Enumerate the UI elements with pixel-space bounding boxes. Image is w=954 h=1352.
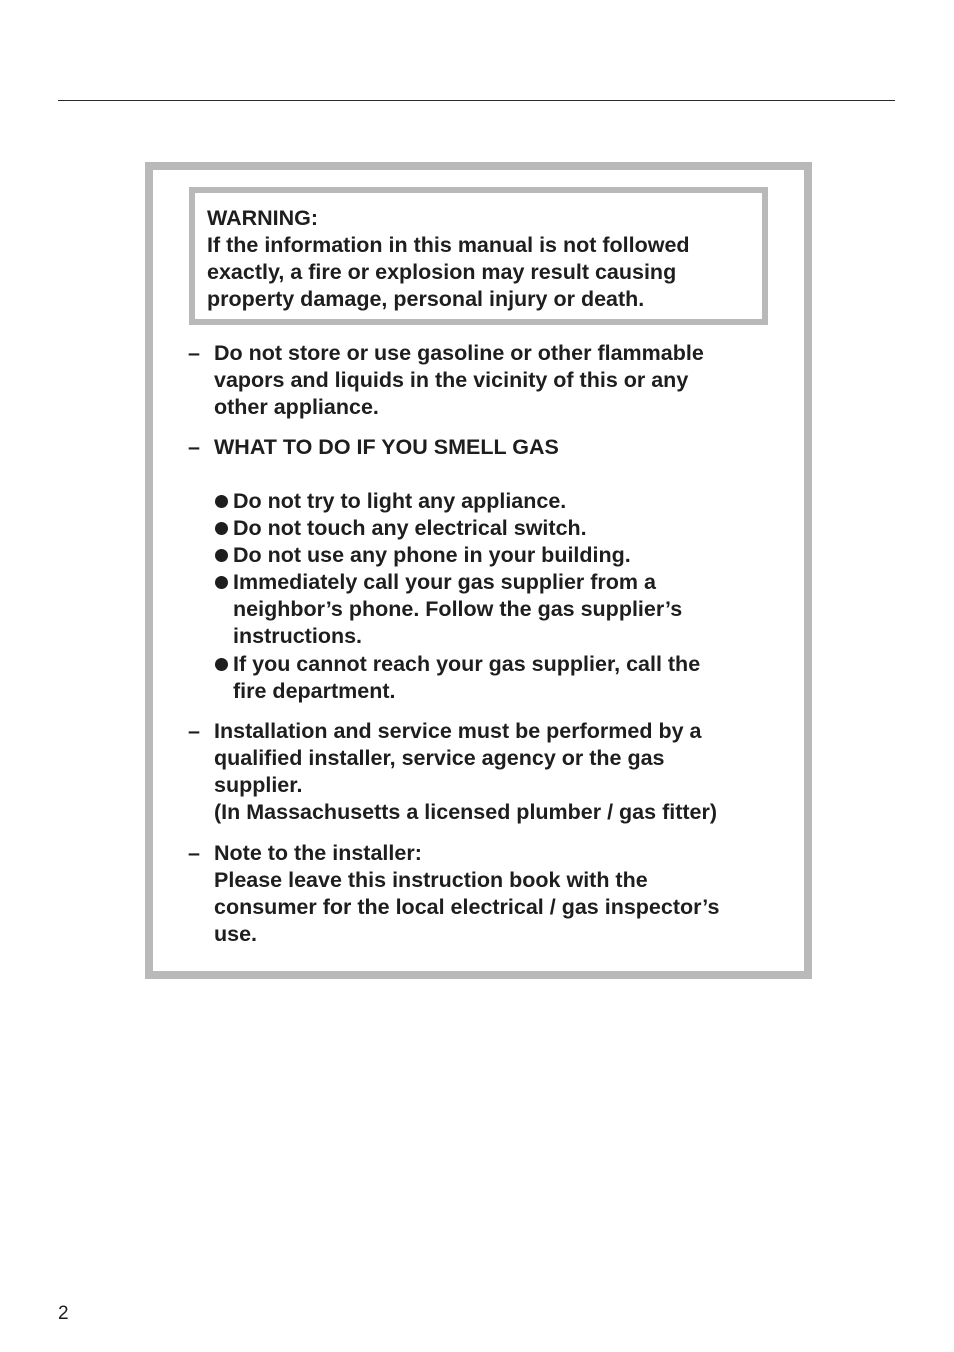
bullet-dot-icon <box>215 522 228 535</box>
warning-heading: WARNING: <box>207 206 319 230</box>
gas-step: Do not touch any electrical switch. <box>233 516 587 540</box>
dash-marker: – <box>188 435 200 459</box>
warning-text: If the information in this manual is not followed exactly, a fire or explosion may result causing property damage, personal injury or death. <box>207 233 690 311</box>
gas-step: If you cannot reach your gas supplier, call the fire department. <box>233 652 701 703</box>
bullet-dot-icon <box>215 576 228 589</box>
item-smell-gas-heading: WHAT TO DO IF YOU SMELL GAS <box>214 435 559 459</box>
bullet-dot-icon <box>215 549 228 562</box>
item-flammable-storage: Do not store or use gasoline or other flammable vapors and liquids in the vicinity of this or any other appliance. <box>214 341 704 419</box>
item-installation-service: Installation and service must be performed by a qualified installer, service agency or the gas supplier. (In Massachusetts a licensed plumber / gas fitter) <box>214 719 718 824</box>
dash-marker: – <box>188 841 200 865</box>
dash-marker: – <box>188 719 200 743</box>
gas-step: Immediately call your gas supplier from a neighbor’s phone. Follow the gas supplier’s instructions. <box>233 570 683 648</box>
item-installer-note: Note to the installer: Please leave this instruction book with the consumer for the local electrical / gas inspector’s use. <box>214 841 720 946</box>
gas-step: Do not use any phone in your building. <box>233 543 631 567</box>
page-number: 2 <box>58 1303 69 1324</box>
gas-step: Do not try to light any appliance. <box>233 489 567 513</box>
bullet-dot-icon <box>215 495 228 508</box>
dash-marker: – <box>188 341 200 365</box>
header-rule <box>58 100 895 101</box>
bullet-dot-icon <box>215 658 228 671</box>
